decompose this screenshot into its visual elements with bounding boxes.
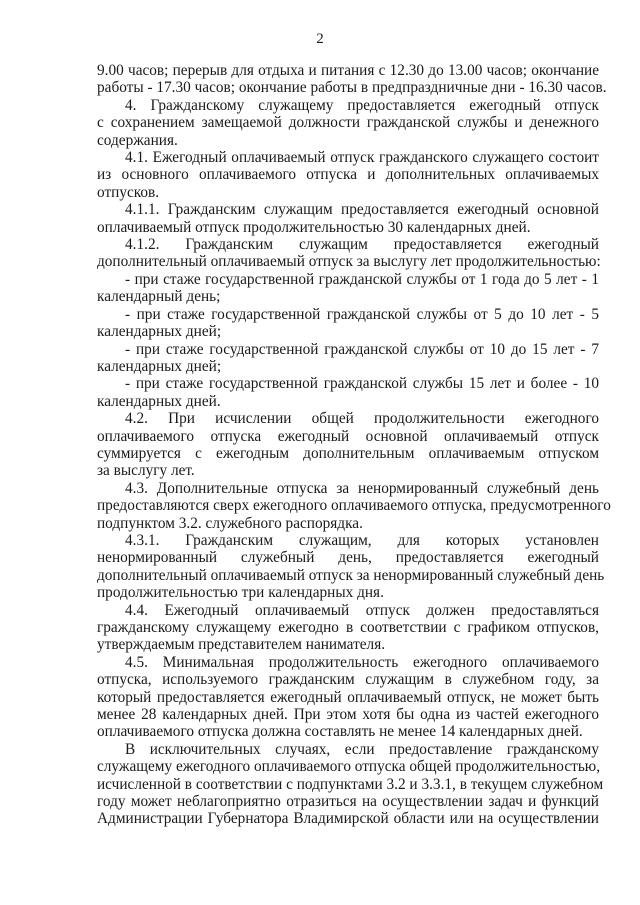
text-line: - при стаже государственной гражданской службы от 1 года до 5 лет - 1 bbox=[125, 270, 599, 288]
text-line: оплачиваемого отпуска должна составлять не менее 14 календарных дней. bbox=[97, 723, 583, 741]
text-line: из основного оплачиваемого отпуска и дополнительных оплачиваемых bbox=[97, 166, 599, 184]
paragraph-p43 bbox=[97, 479, 611, 532]
paragraph-p44 bbox=[97, 602, 599, 654]
paragraph-b3 bbox=[97, 341, 599, 376]
text-line: отпуска, используемого гражданским служащим в служебном году, за bbox=[97, 671, 599, 689]
text-line: календарных дней; bbox=[97, 323, 222, 341]
text-line: 4.2. При исчислении общей продолжительности ежегодного bbox=[125, 410, 599, 428]
text-line: гражданскому служащему ежегодно в соответствии с графиком отпусков, bbox=[97, 619, 599, 636]
paragraph-b1 bbox=[97, 271, 599, 306]
text-line: исчисленной в соответствии с подпунктами 3.2 и 3.3.1, в текущем служебном bbox=[97, 775, 604, 793]
text-line: продолжительностью три календарных дня. bbox=[97, 584, 384, 602]
text-line: 4. Гражданскому служащему предоставляется ежегодный отпуск bbox=[125, 96, 599, 114]
text-line: - при стаже государственной гражданской службы от 10 до 15 лет - 7 bbox=[125, 340, 599, 358]
paragraph-p41 bbox=[97, 149, 599, 201]
text-line: с сохранением замещаемой должности гражданской службы и денежного bbox=[97, 114, 599, 132]
paragraph-p45 bbox=[97, 654, 599, 741]
text-line: отпусков. bbox=[97, 183, 160, 201]
text-line: 4.3.1. Гражданским служащим, для которых установлен bbox=[125, 531, 599, 549]
text-line: 4.4. Ежегодный оплачиваемый отпуск должен предоставляться bbox=[125, 601, 599, 619]
text-line: 4.3. Дополнительные отпуска за ненормированный служебный день bbox=[125, 479, 599, 497]
text-line: 4.1.1. Гражданским служащим предоставляется ежегодный основной bbox=[125, 201, 599, 219]
text-line: Администрации Губернатора Владимирской области или на осуществлении bbox=[97, 810, 599, 828]
text-line: 9.00 часов; перерыв для отдыха и питания с 12.30 до 13.00 часов; окончание bbox=[97, 62, 599, 79]
text-line: содержания. bbox=[97, 131, 178, 149]
text-line: который предоставляется ежегодный оплачиваемый отпуск, не может быть bbox=[97, 688, 599, 706]
text-line: предоставляются сверх ежегодного оплачиваемого отпуска, предусмотренного bbox=[97, 497, 611, 515]
paragraph-p4 bbox=[97, 97, 599, 149]
paragraph-p0 bbox=[97, 62, 607, 97]
text-line: утверждаемым представителем нанимателя. bbox=[97, 636, 386, 654]
page-number: 2 bbox=[316, 31, 324, 47]
text-line: календарных дней; bbox=[97, 357, 222, 375]
text-line: календарный день; bbox=[97, 288, 221, 306]
paragraph-p42 bbox=[97, 410, 599, 480]
paragraph-b4 bbox=[97, 375, 599, 410]
text-line: служащему ежегодного оплачиваемого отпуска общей продолжительностью, bbox=[97, 758, 601, 776]
paragraph-p46 bbox=[97, 740, 604, 828]
text-line: оплачиваемого отпуска ежегодный основной оплачиваемый отпуск bbox=[97, 427, 599, 445]
text-line: подпунктом 3.2. служебного распорядка. bbox=[97, 514, 363, 532]
text-line: работы - 17.30 часов; окончание работы в предпраздничные дни - 16.30 часов. bbox=[97, 79, 607, 97]
text-line: году может неблагоприятно отразиться на осуществлении задач и функций bbox=[97, 793, 599, 811]
text-line: за выслугу лет. bbox=[97, 462, 195, 480]
text-line: 4.5. Минимальная продолжительность ежегодного оплачиваемого bbox=[125, 653, 599, 671]
text-line: - при стаже государственной гражданской службы 15 лет и более - 10 bbox=[125, 375, 599, 393]
text-line: В исключительных случаях, если предоставление гражданскому bbox=[125, 740, 599, 758]
paragraph-p412 bbox=[97, 236, 599, 271]
text-line: календарных дней. bbox=[97, 392, 221, 410]
text-line: 4.1. Ежегодный оплачиваемый отпуск гражданского служащего состоит bbox=[125, 149, 599, 167]
text-line: суммируется с ежегодным дополнительным оплачиваемым отпуском bbox=[97, 444, 599, 462]
text-line: дополнительный оплачиваемый отпуск за выслугу лет продолжительностью: bbox=[97, 253, 601, 271]
text-line: 4.1.2. Гражданским служащим предоставляется ежегодный bbox=[125, 236, 599, 254]
paragraph-p431 bbox=[97, 531, 605, 602]
text-line: ненормированный служебный день, предоставляется ежегодный bbox=[97, 549, 599, 567]
paragraph-p411 bbox=[97, 201, 599, 236]
text-line: оплачиваемый отпуск продолжительностью 30 календарных дней. bbox=[97, 218, 531, 236]
text-line: - при стаже государственной гражданской службы от 5 до 10 лет - 5 bbox=[125, 305, 599, 323]
text-line: дополнительный оплачиваемый отпуск за ненормированный служебный день bbox=[97, 566, 605, 584]
document-body bbox=[97, 62, 611, 828]
paragraph-b2 bbox=[97, 306, 599, 341]
text-line: менее 28 календарных дней. При этом хотя бы одна из частей ежегодного bbox=[97, 706, 599, 724]
